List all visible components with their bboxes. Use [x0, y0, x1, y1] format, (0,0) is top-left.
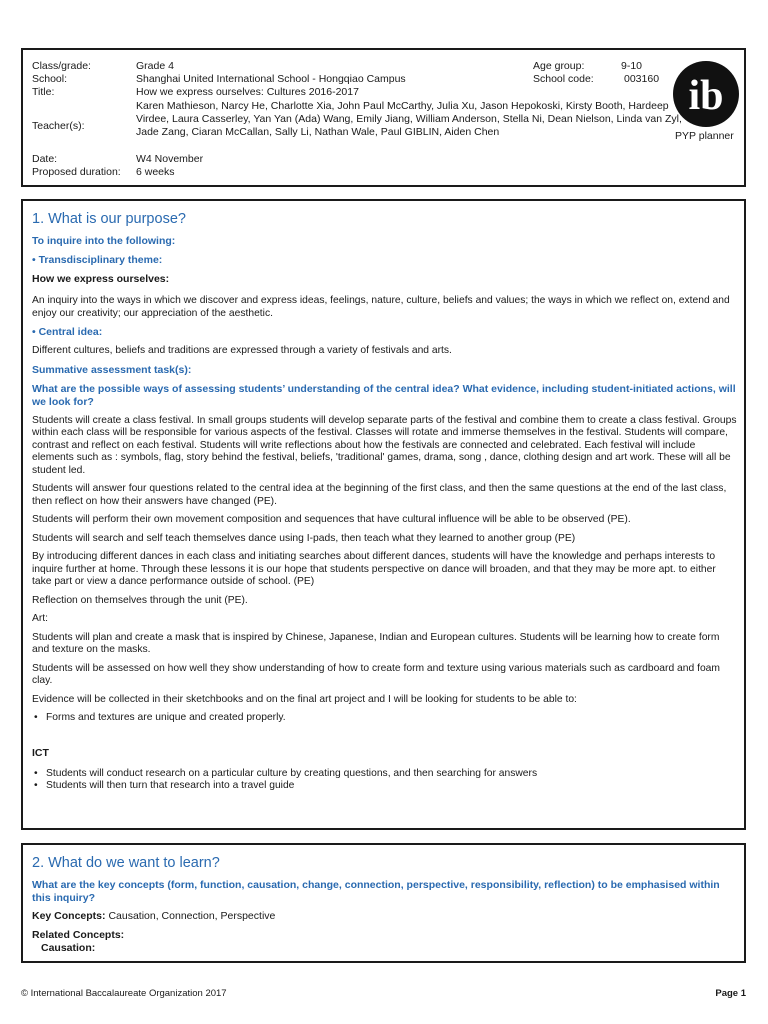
date-label: Date:: [32, 153, 58, 165]
section2-heading: 2. What do we want to learn?: [32, 855, 220, 871]
key-concepts-question: What are the key concepts (form, function, causation, change, connection, perspective, responsibility, reflection) to be emphasised within this inquiry?: [32, 879, 720, 904]
school-value: Shanghai United International School - Hongqiao Campus: [136, 73, 406, 85]
paragraph: Students will plan and create a mask that is inspired by Chinese, Japanese, Indian and European cultures. Students will be learning how to create form and texture on the masks.: [32, 631, 720, 655]
theme-title: How we express ourselves:: [32, 273, 170, 285]
art-bullet-list: [32, 712, 737, 725]
paragraph: Reflection on themselves through the unit (PE).: [32, 594, 248, 606]
ib-logo: [672, 60, 740, 128]
age-group-label: Age group:: [533, 60, 585, 72]
title-label: Title:: [32, 86, 55, 98]
theme-label: • Transdisciplinary theme:: [32, 254, 163, 266]
class-grade-label: Class/grade:: [32, 60, 91, 72]
duration-value: 6 weeks: [136, 166, 175, 178]
paragraph: By introducing different dances in each class and initiating searches about different dances, students will have the knowledge and perhaps interests to inquire further at home. Through these lessons it is our hope that students perspective on dance will broaden, and that they may be more apt. to either take part or view a dance performance outside of school. (PE): [32, 551, 716, 587]
central-idea-label: • Central idea:: [32, 326, 103, 338]
central-idea-text: Different cultures, beliefs and traditions are expressed through a variety of festivals and arts.: [32, 345, 452, 356]
causation-label: Causation:: [41, 942, 96, 954]
planner-header: [21, 48, 746, 187]
key-concepts-row: [32, 910, 737, 923]
class-grade-value: Grade 4: [136, 60, 174, 72]
inquire-label: To inquire into the following:: [32, 235, 176, 247]
section-learn: [21, 843, 746, 963]
school-code-value: 003160: [624, 73, 660, 85]
ict-bullet-list: [32, 768, 737, 793]
list-item: • Students will conduct research on a particular culture by creating questions, and then searching for answers: [32, 768, 737, 781]
ict-label: ICT: [32, 746, 49, 759]
key-concepts-value: Causation, Connection, Perspective: [108, 910, 276, 922]
summative-question: What are the possible ways of assessing students’ understanding of the central idea? What evidence, including student-initiated actions, will we look for?: [32, 382, 736, 408]
teachers-label: Teacher(s):: [32, 120, 85, 132]
list-item: • Students will then turn that research into a travel guide: [32, 780, 737, 793]
section1-heading: 1. What is our purpose?: [32, 211, 186, 227]
teachers-value: Karen Mathieson, Narcy He, Charlotte Xia, John Paul McCarthy, Julia Xu, Jason Hepokoski, Kirsty Booth, Hardeep Virdee, Laura Casserley, Yan Yan (Ada) Wang, Emily Jiang, William Anderson, Stella Ni, Dean Nielson, Linda van Zyl, Jade Zang, Ciaran McCallan, Sally Li, Nathan Wale, Paul GIBLIN, Aiden Chen: [136, 100, 682, 138]
ib-logo-text: ib: [688, 73, 724, 119]
paragraph: Art:: [32, 613, 49, 624]
school-label: School:: [32, 73, 68, 85]
duration-label: Proposed duration:: [32, 166, 121, 178]
key-concepts-label: Key Concepts:: [32, 910, 106, 922]
page-number: Page 1: [715, 988, 746, 999]
date-value: W4 November: [136, 153, 204, 165]
pyp-planner-label: PYP planner: [675, 130, 734, 142]
related-concepts-label: Related Concepts:: [32, 929, 125, 941]
paragraph: Students will answer four questions related to the central idea at the beginning of the first class, and then the same questions at the end of the last class, then reflect on how their answers have changed (PE).: [32, 483, 727, 507]
paragraph: Students will be assessed on how well they show understanding of how to create form and texture using various materials such as cardboard and foam clay.: [32, 662, 720, 686]
section-purpose: [21, 199, 746, 830]
age-group-value: 9-10: [621, 60, 643, 72]
paragraph: Evidence will be collected in their sketchbooks and on the final art project and I will be looking for students to be able to:: [32, 693, 577, 705]
footer-copyright: © International Baccalaureate Organization 2017: [21, 988, 227, 999]
school-code-label: School code:: [533, 73, 594, 85]
summative-label: Summative assessment task(s):: [32, 363, 192, 376]
paragraph: Students will perform their own movement composition and sequences that have cultural influence will be able to be observed (PE).: [32, 514, 631, 525]
list-item: • Forms and textures are unique and created properly.: [32, 712, 737, 725]
title-value: How we express ourselves: Cultures 2016-2017: [136, 86, 359, 98]
paragraph: Students will search and self teach themselves dance using I-pads, then teach what they learned to another group (PE): [32, 532, 576, 544]
theme-text: An inquiry into the ways in which we discover and express ideas, feelings, nature, culture, beliefs and values; the ways in which we reflect on, extend and enjoy our creativity; our appreciation of the aesthetic.: [32, 295, 730, 319]
paragraph: Students will create a class festival. In small groups students will develop separate parts of the festival and combine them to create a class festival. Groups within each class will be responsible for various aspects of the festival. Classes will rotate and immerse themselves in the festival. Students will compare, contrast and reflect on each festival. Students will write reflections about how the festivals are connected and celebrated. Each festival will include elements such as : symbols, flag, story behind the festival, beliefs, 'traditional' games, drama, song , dance, clothing design and art work. These will all be student led.: [32, 414, 737, 476]
